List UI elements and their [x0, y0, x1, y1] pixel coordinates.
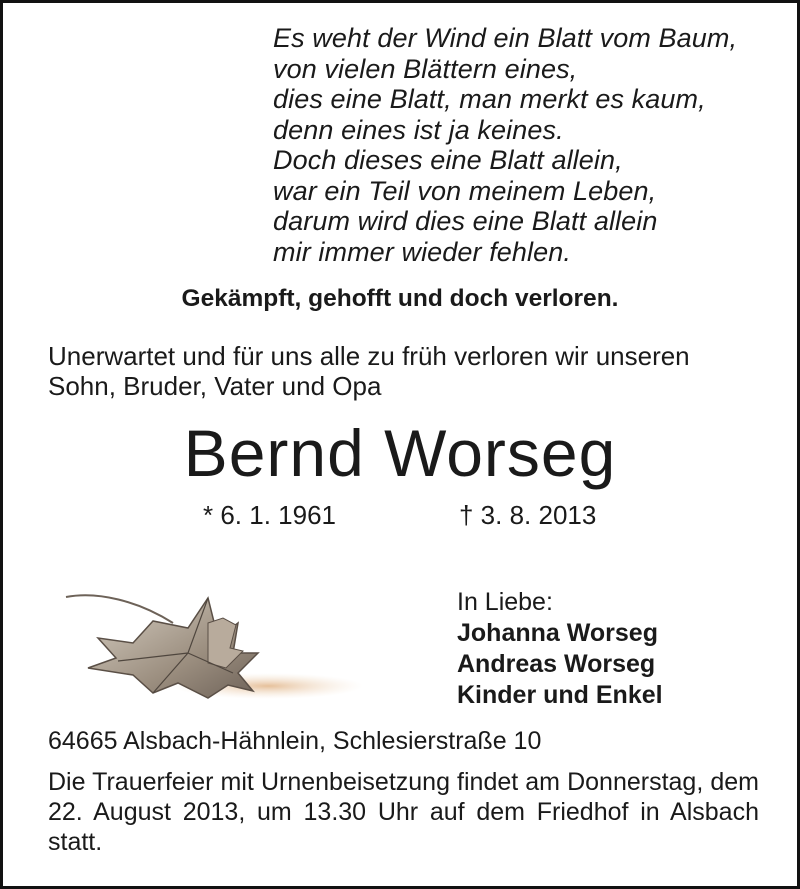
deceased-name: Bernd Worseg	[183, 416, 617, 490]
mourner-name: Johanna Worseg	[457, 619, 658, 647]
poem-line: von vielen Blättern eines,	[273, 53, 578, 84]
funeral-notice: Die Trauerfeier mit Urnenbeisetzung findet am Donnerstag, dem 22. August 2013, um 13.30 Uhr auf dem Friedhof in Alsbach statt.	[48, 768, 759, 856]
mourner-name: Kinder und Enkel	[457, 681, 663, 709]
poem-line: dies eine Blatt, man merkt es kaum,	[273, 84, 706, 114]
dried-maple-leaf-icon	[58, 583, 368, 708]
address: 64665 Alsbach-Hähnlein, Schlesierstraße 10	[48, 727, 542, 755]
poem-line: denn eines ist ja keines.	[273, 114, 564, 145]
intro-text	[48, 341, 690, 401]
poem	[273, 23, 737, 267]
birth-date: * 6. 1. 1961	[203, 500, 336, 530]
poem-line: Es weht der Wind ein Blatt vom Baum,	[273, 23, 738, 53]
poem-line: war ein Teil von meinem Leben,	[273, 175, 657, 206]
poem-line: mir immer wieder fehlen.	[273, 236, 571, 267]
poem-line: darum wird dies eine Blatt allein	[273, 206, 658, 236]
motto: Gekämpft, gehofft und doch verloren.	[181, 285, 619, 312]
mourner-name: Andreas Worseg	[457, 650, 656, 678]
mourners-lead: In Liebe:	[457, 588, 553, 616]
poem-line: Doch dieses eine Blatt allein,	[273, 145, 623, 175]
intro-line: Sohn, Bruder, Vater und Opa	[48, 371, 382, 401]
death-date: † 3. 8. 2013	[459, 500, 597, 530]
mourners	[457, 587, 663, 711]
intro-line: Unerwartet und für uns alle zu früh verloren wir unseren	[48, 341, 690, 371]
